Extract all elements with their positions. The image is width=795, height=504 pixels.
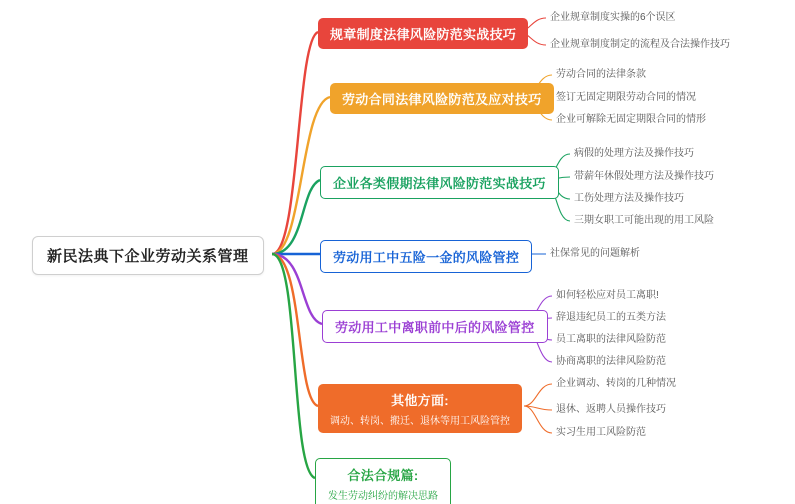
leaf-node-5-2[interactable] — [556, 311, 666, 327]
leaf-label: 企业规章制度实操的6个误区 — [550, 12, 676, 23]
leaf-label: 如何轻松应对员工离职! — [556, 290, 659, 301]
leaf-label: 协商离职的法律风险防范 — [556, 356, 666, 367]
leaf-label: 实习生用工风险防范 — [556, 427, 646, 438]
root-label: 新民法典下企业劳动关系管理 — [47, 248, 249, 265]
leaf-label: 带薪年休假处理方法及操作技巧 — [574, 171, 714, 182]
leaf-node-1-1[interactable] — [550, 11, 676, 27]
branch-6-label: 其他方面: — [391, 393, 449, 408]
branch-3-label: 企业各类假期法律风险防范实战技巧 — [333, 176, 546, 191]
leaf-label: 员工离职的法律风险防范 — [556, 334, 666, 345]
branch-node-6[interactable] — [318, 384, 522, 433]
branch-4-label: 劳动用工中五险一金的风险管控 — [333, 250, 520, 265]
leaf-node-2-3[interactable] — [556, 113, 706, 129]
leaf-label: 劳动合同的法律条款 — [556, 69, 646, 80]
mindmap-root-node[interactable] — [32, 236, 264, 275]
leaf-label: 企业调动、转岗的几种情况 — [556, 378, 676, 389]
branch-node-2[interactable] — [330, 83, 554, 114]
leaf-node-6-3[interactable] — [556, 426, 646, 442]
leaf-label: 企业规章制度制定的流程及合法操作技巧 — [550, 39, 730, 50]
leaf-node-5-3[interactable] — [556, 333, 666, 349]
leaf-node-2-2[interactable] — [556, 91, 696, 107]
branch-2-label: 劳动合同法律风险防范及应对技巧 — [342, 92, 542, 107]
leaf-node-3-4[interactable] — [574, 214, 714, 230]
branch-node-4[interactable] — [320, 240, 532, 273]
leaf-label: 病假的处理方法及操作技巧 — [574, 148, 694, 159]
leaf-node-3-3[interactable] — [574, 192, 684, 208]
leaf-label: 退休、返聘人员操作技巧 — [556, 404, 666, 415]
leaf-label: 社保常见的问题解析 — [550, 248, 640, 259]
leaf-node-5-1[interactable] — [556, 289, 659, 305]
leaf-node-6-2[interactable] — [556, 403, 666, 419]
branch-node-1[interactable] — [318, 18, 528, 49]
leaf-node-2-1[interactable] — [556, 68, 646, 84]
branch-5-label: 劳动用工中离职前中后的风险管控 — [335, 320, 535, 335]
leaf-node-4-1[interactable] — [550, 247, 640, 263]
leaf-node-3-1[interactable] — [574, 147, 694, 163]
leaf-label: 辞退违纪员工的五类方法 — [556, 312, 666, 323]
leaf-node-3-2[interactable] — [574, 170, 714, 186]
branch-node-7[interactable] — [315, 458, 451, 504]
branch-1-label: 规章制度法律风险防范实战技巧 — [330, 27, 517, 42]
leaf-node-5-4[interactable] — [556, 355, 666, 371]
branch-7-sublabel: 发生劳动纠纷的解决思路 — [328, 491, 438, 502]
leaf-label: 工伤处理方法及操作技巧 — [574, 193, 684, 204]
leaf-node-1-2[interactable] — [550, 38, 730, 54]
branch-6-sublabel: 调动、转岗、搬迁、退休等用工风险管控 — [330, 416, 510, 427]
leaf-label: 签订无固定期限劳动合同的情况 — [556, 92, 696, 103]
leaf-label: 三期女职工可能出现的用工风险 — [574, 215, 714, 226]
leaf-node-6-1[interactable] — [556, 377, 676, 393]
branch-node-3[interactable] — [320, 166, 559, 199]
branch-node-5[interactable] — [322, 310, 548, 343]
leaf-label: 企业可解除无固定期限合同的情形 — [556, 114, 706, 125]
branch-7-label: 合法合规篇: — [347, 468, 419, 483]
